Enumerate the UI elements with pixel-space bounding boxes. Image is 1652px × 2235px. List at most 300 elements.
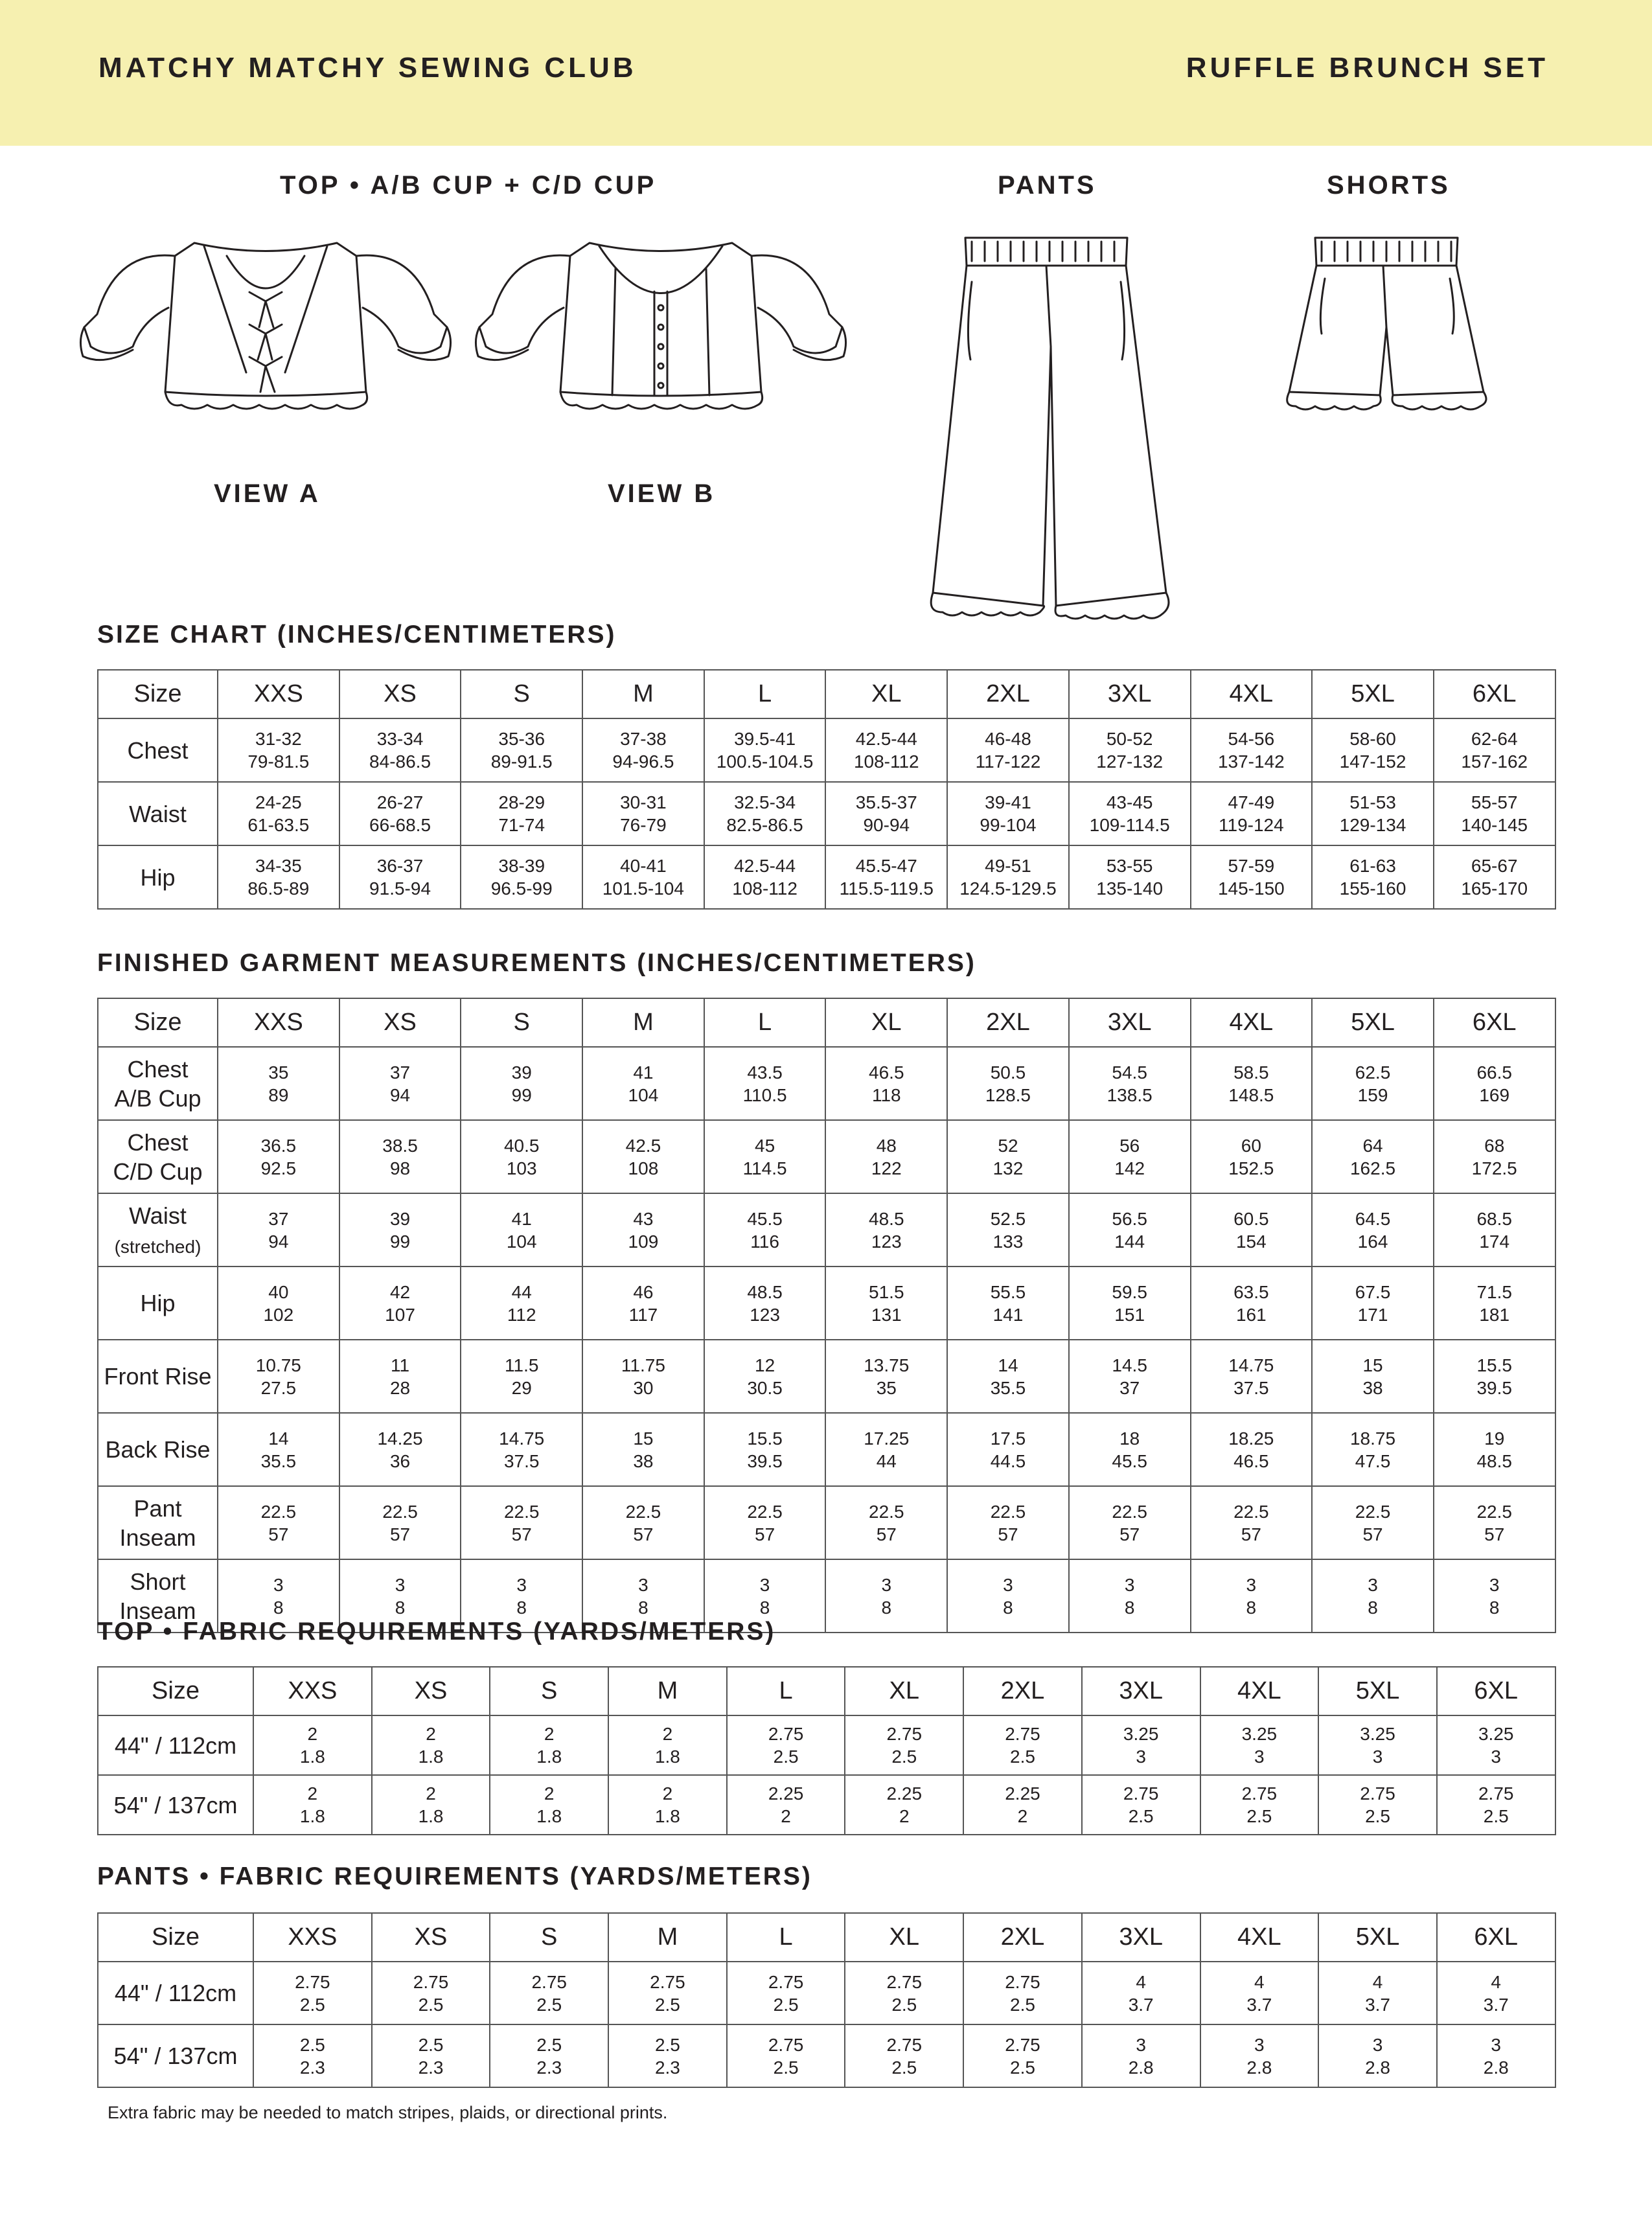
table-cell — [704, 782, 826, 845]
size-header-6xl: 6XL — [1434, 670, 1555, 718]
table-cell — [582, 1120, 704, 1193]
size-header-xl: XL — [845, 1913, 963, 1962]
cell-value-metric: 98 — [389, 1158, 411, 1178]
size-header-2xl: 2XL — [963, 1913, 1082, 1962]
cell-value-imperial: 2 — [307, 1783, 318, 1804]
cell-value-metric: 57 — [389, 1524, 411, 1544]
row-label — [98, 845, 218, 909]
cell-value-metric: 8 — [881, 1597, 892, 1618]
cell-value-imperial: 26-27 — [376, 792, 424, 812]
table-cell — [582, 1047, 704, 1120]
table-cell — [963, 1962, 1082, 2024]
size-header-xl: XL — [845, 1667, 963, 1715]
cell-value-metric: 2.3 — [299, 2057, 325, 2078]
cell-value-imperial: 43-45 — [1106, 792, 1153, 812]
cell-value-metric: 123 — [871, 1231, 902, 1252]
cell-value-imperial: 45 — [755, 1135, 775, 1156]
cell-value-imperial: 3 — [1254, 2034, 1265, 2055]
size-chart-title: SIZE CHART (INCHES/CENTIMETERS) — [97, 621, 617, 648]
cell-value-imperial: 42.5 — [625, 1135, 661, 1156]
cell-value-metric: 99-104 — [980, 815, 1037, 835]
size-header-s: S — [461, 998, 582, 1047]
pants-fabric-title: PANTS • FABRIC REQUIREMENTS (YARDS/METERS) — [97, 1862, 812, 1890]
cell-value-metric: 2.8 — [1483, 2057, 1509, 2078]
table-cell — [339, 1340, 461, 1413]
cell-value-imperial: 51.5 — [869, 1281, 904, 1302]
cell-value-metric: 2.5 — [418, 1994, 444, 2015]
cell-value-imperial: 2.5 — [418, 2034, 444, 2055]
pattern-name: RUFFLE BRUNCH SET — [1186, 52, 1548, 84]
table-cell — [253, 1715, 372, 1775]
table-cell — [1082, 1715, 1200, 1775]
table-cell — [727, 1775, 845, 1835]
cell-value-imperial: 46-48 — [985, 729, 1031, 749]
cell-value-imperial: 2.75 — [1241, 1783, 1278, 1804]
row-label-line: Short — [130, 1568, 186, 1595]
table-cell — [1437, 1715, 1555, 1775]
table-row — [98, 1340, 1555, 1413]
cell-value-imperial: 2.5 — [299, 2034, 325, 2055]
table-cell — [1312, 1413, 1434, 1486]
table-cell — [461, 1413, 582, 1486]
cell-value-metric: 112 — [507, 1304, 536, 1325]
size-header-row — [98, 998, 1555, 1047]
cell-value-imperial: 38-39 — [498, 856, 545, 876]
size-header-m: M — [608, 1667, 727, 1715]
table-row — [98, 1193, 1555, 1266]
cell-value-imperial: 2 — [426, 1783, 436, 1804]
table-cell — [1312, 1193, 1434, 1266]
table-cell — [1434, 1559, 1555, 1633]
cell-value-imperial: 3.25 — [1123, 1724, 1159, 1744]
size-header-3xl: 3XL — [1082, 1667, 1200, 1715]
shorts-illustration — [1244, 230, 1529, 437]
cell-value-metric: 30 — [633, 1377, 654, 1398]
cell-value-imperial: 3 — [516, 1574, 527, 1595]
size-header-xxs: XXS — [218, 998, 339, 1047]
cell-value-imperial: 39 — [511, 1062, 532, 1083]
cell-value-imperial: 17.25 — [864, 1428, 910, 1449]
table-cell — [461, 718, 582, 782]
table-cell — [1069, 845, 1191, 909]
cell-value-metric: 154 — [1235, 1231, 1267, 1252]
cell-value-imperial: 2.75 — [1123, 1783, 1159, 1804]
table-cell — [218, 718, 339, 782]
table-cell — [1434, 1413, 1555, 1486]
top-view-a-illustration — [71, 230, 460, 437]
cell-value-imperial: 2.75 — [1360, 1783, 1395, 1804]
cell-value-imperial: 3 — [1491, 2034, 1501, 2055]
row-label-line: Pant — [133, 1495, 182, 1522]
size-header-3xl: 3XL — [1069, 670, 1191, 718]
cell-value-metric: 2.5 — [773, 2057, 799, 2078]
cell-value-metric: 66-68.5 — [369, 815, 431, 835]
cell-value-metric: 140-145 — [1461, 815, 1528, 835]
cell-value-imperial: 2 — [426, 1724, 436, 1744]
row-label-line: 44" / 112cm — [114, 1732, 237, 1759]
cell-value-metric: 96.5-99 — [490, 878, 553, 899]
table-cell — [1312, 1047, 1434, 1120]
cell-value-metric: 151 — [1114, 1304, 1145, 1325]
cell-value-imperial: 55.5 — [990, 1281, 1026, 1302]
cell-value-metric: 3 — [1491, 1747, 1501, 1767]
cell-value-imperial: 2 — [307, 1724, 318, 1744]
cell-value-imperial: 10.75 — [255, 1355, 301, 1375]
cell-value-metric: 108-112 — [732, 878, 797, 899]
row-label-line: 54" / 137cm — [113, 1791, 238, 1818]
table-row — [98, 1775, 1555, 1835]
cell-value-imperial: 3 — [273, 1574, 284, 1595]
cell-value-imperial: 62.5 — [1355, 1062, 1391, 1083]
table-cell — [704, 845, 826, 909]
cell-value-metric: 35.5 — [260, 1450, 297, 1471]
top-fabric-table — [97, 1666, 1556, 1835]
cell-value-metric: 48.5 — [1476, 1450, 1512, 1471]
table-cell — [845, 1962, 963, 2024]
cell-value-metric: 45.5 — [1112, 1450, 1147, 1471]
size-header-l: L — [704, 998, 826, 1047]
cell-value-metric: 39.5 — [747, 1450, 783, 1471]
table-cell — [461, 1486, 582, 1559]
table-row — [98, 1120, 1555, 1193]
cell-value-imperial: 48.5 — [747, 1281, 783, 1302]
row-label-line: Inseam — [119, 1597, 196, 1624]
table-row — [98, 1266, 1555, 1340]
cell-value-metric: 57 — [633, 1524, 654, 1544]
cell-value-metric: 8 — [1003, 1597, 1013, 1618]
cell-value-imperial: 18.25 — [1228, 1428, 1274, 1449]
cell-value-imperial: 11.5 — [505, 1355, 539, 1375]
table-cell — [1200, 1962, 1319, 2024]
cell-value-imperial: 60 — [1241, 1135, 1261, 1156]
table-cell — [1069, 718, 1191, 782]
table-cell — [1437, 2024, 1555, 2087]
table-cell — [218, 1266, 339, 1340]
table-cell — [727, 2024, 845, 2087]
row-label-line: Back Rise — [105, 1436, 211, 1463]
cell-value-metric: 57 — [1362, 1524, 1383, 1544]
size-chart-table — [97, 669, 1556, 910]
cell-value-metric: 57 — [876, 1524, 897, 1544]
cell-value-metric: 2.5 — [1010, 1994, 1035, 2015]
cell-value-imperial: 22.5 — [990, 1501, 1026, 1522]
table-cell — [1312, 845, 1434, 909]
table-cell — [1434, 782, 1555, 845]
row-label — [98, 782, 218, 845]
cell-value-imperial: 2.75 — [1005, 1971, 1040, 1992]
cell-value-metric: 8 — [1246, 1597, 1257, 1618]
table-cell — [461, 1266, 582, 1340]
size-header-s: S — [490, 1913, 608, 1962]
row-label — [98, 1715, 253, 1775]
row-label-line: Waist — [129, 800, 187, 827]
size-header-m: M — [582, 998, 704, 1047]
size-header-xs: XS — [372, 1913, 490, 1962]
cell-value-imperial: 50-52 — [1106, 729, 1153, 749]
cell-value-imperial: 2.75 — [768, 1971, 804, 1992]
table-cell — [1312, 1486, 1434, 1559]
cell-value-metric: 30.5 — [747, 1377, 783, 1398]
cell-value-imperial: 60.5 — [1233, 1208, 1269, 1229]
row-label — [98, 1413, 218, 1486]
cell-value-metric: 129-134 — [1339, 815, 1406, 835]
table-cell — [461, 1193, 582, 1266]
cell-value-metric: 2.3 — [654, 2057, 680, 2078]
row-label — [98, 1962, 253, 2024]
cell-value-imperial: 13.75 — [864, 1355, 910, 1375]
cell-value-metric: 144 — [1114, 1231, 1145, 1252]
row-label-line: Chest — [127, 737, 189, 764]
cell-value-imperial: 18.75 — [1349, 1428, 1396, 1449]
table-cell — [253, 2024, 372, 2087]
cell-value-metric: 91.5-94 — [369, 878, 431, 899]
row-label — [98, 1486, 218, 1559]
row-label-line: Chest — [127, 1129, 189, 1156]
cell-value-metric: 2.5 — [1365, 1806, 1390, 1826]
cell-value-imperial: 61-63 — [1349, 856, 1396, 876]
table-cell — [1434, 1486, 1555, 1559]
cell-value-metric: 172.5 — [1471, 1158, 1517, 1178]
top-view-b-illustration — [466, 230, 855, 437]
cell-value-metric: 2.8 — [1246, 2057, 1272, 2078]
size-header-m: M — [608, 1913, 727, 1962]
top-fabric-title: TOP • FABRIC REQUIREMENTS (YARDS/METERS) — [97, 1618, 776, 1645]
cell-value-imperial: 3 — [1124, 1574, 1135, 1595]
table-cell — [704, 1266, 826, 1340]
table-row — [98, 2024, 1555, 2087]
cell-value-metric: 57 — [1484, 1524, 1505, 1544]
cell-value-metric: 162.5 — [1349, 1158, 1396, 1178]
size-header-xs: XS — [372, 1667, 490, 1715]
table-cell — [825, 1413, 947, 1486]
cell-value-metric: 92.5 — [260, 1158, 297, 1178]
cell-value-metric: 108 — [628, 1158, 659, 1178]
table-cell — [1200, 1775, 1319, 1835]
table-row — [98, 1715, 1555, 1775]
cell-value-imperial: 35.5-37 — [855, 792, 917, 812]
cell-value-imperial: 2 — [662, 1783, 673, 1804]
size-header-5xl: 5XL — [1312, 998, 1434, 1047]
cell-value-imperial: 2.75 — [886, 2034, 923, 2055]
cell-value-metric: 8 — [1489, 1597, 1500, 1618]
cell-value-imperial: 19 — [1484, 1428, 1505, 1449]
cell-value-imperial: 58.5 — [1233, 1062, 1269, 1083]
cell-value-imperial: 22.5 — [747, 1501, 783, 1522]
table-cell — [1191, 1047, 1313, 1120]
size-header-5xl: 5XL — [1318, 1913, 1437, 1962]
cell-value-metric: 57 — [268, 1524, 289, 1544]
cell-value-metric: 57 — [1241, 1524, 1261, 1544]
table-cell — [1069, 1413, 1191, 1486]
cell-value-imperial: 2.75 — [1478, 1783, 1514, 1804]
cell-value-imperial: 42.5-44 — [855, 729, 917, 749]
size-header-2xl: 2XL — [963, 1667, 1082, 1715]
table-cell — [339, 845, 461, 909]
size-header-4xl: 4XL — [1191, 670, 1313, 718]
cell-value-metric: 107 — [385, 1304, 415, 1325]
cell-value-imperial: 64 — [1362, 1135, 1383, 1156]
cell-value-imperial: 40 — [268, 1281, 289, 1302]
table-cell — [1191, 1486, 1313, 1559]
cell-value-metric: 110.5 — [742, 1084, 787, 1105]
table-cell — [1434, 718, 1555, 782]
cell-value-imperial: 32.5-34 — [734, 792, 796, 812]
table-cell — [825, 1193, 947, 1266]
cell-value-imperial: 48.5 — [869, 1208, 904, 1229]
cell-value-metric: 2.5 — [299, 1994, 325, 2015]
cell-value-metric: 101.5-104 — [602, 878, 684, 899]
cell-value-metric: 84-86.5 — [369, 751, 431, 772]
row-label — [98, 2024, 253, 2087]
size-header-2xl: 2XL — [947, 998, 1069, 1047]
table-cell — [582, 718, 704, 782]
table-cell — [947, 1047, 1069, 1120]
size-header-row — [98, 670, 1555, 718]
cell-value-imperial: 15.5 — [1476, 1355, 1512, 1375]
cell-value-imperial: 45.5 — [747, 1208, 783, 1229]
cell-value-imperial: 49-51 — [985, 856, 1031, 876]
cell-value-imperial: 15.5 — [747, 1428, 783, 1449]
cell-value-metric: 115.5-119.5 — [839, 878, 934, 899]
cell-value-metric: 38 — [633, 1450, 654, 1471]
cell-value-imperial: 68 — [1484, 1135, 1505, 1156]
row-label-line: Front Rise — [104, 1363, 212, 1390]
table-cell — [825, 718, 947, 782]
table-cell — [845, 2024, 963, 2087]
cell-value-imperial: 54.5 — [1112, 1062, 1147, 1083]
cell-value-metric: 138.5 — [1107, 1084, 1153, 1105]
cell-value-metric: 157-162 — [1461, 751, 1528, 772]
table-cell — [825, 845, 947, 909]
table-cell — [1434, 845, 1555, 909]
cell-value-imperial: 52 — [998, 1135, 1018, 1156]
table-cell — [582, 782, 704, 845]
table-cell — [947, 1193, 1069, 1266]
size-header-m: M — [582, 670, 704, 718]
cell-value-metric: 38 — [1362, 1377, 1383, 1398]
cell-value-metric: 1.8 — [536, 1806, 562, 1826]
cell-value-imperial: 63.5 — [1233, 1281, 1269, 1302]
cell-value-imperial: 2 — [544, 1783, 555, 1804]
cell-value-imperial: 18 — [1119, 1428, 1140, 1449]
cell-value-imperial: 22.5 — [1355, 1501, 1391, 1522]
size-header-5xl: 5XL — [1312, 670, 1434, 718]
table-cell — [339, 718, 461, 782]
table-cell — [1069, 1486, 1191, 1559]
table-cell — [1191, 718, 1313, 782]
cell-value-metric: 124.5-129.5 — [959, 878, 1057, 899]
cell-value-imperial: 14.25 — [377, 1428, 423, 1449]
cell-value-metric: 89-91.5 — [490, 751, 553, 772]
size-header-xxs: XXS — [253, 1913, 372, 1962]
table-cell — [1434, 1047, 1555, 1120]
table-row — [98, 845, 1555, 909]
table-cell — [727, 1962, 845, 2024]
cell-value-metric: 37.5 — [1233, 1377, 1269, 1398]
cell-value-metric: 135-140 — [1096, 878, 1164, 899]
cell-value-metric: 104 — [628, 1084, 659, 1105]
row-label-line: Chest — [127, 1055, 189, 1083]
table-cell — [947, 1340, 1069, 1413]
cell-value-metric: 27.5 — [260, 1377, 297, 1398]
cell-value-metric: 145-150 — [1217, 878, 1285, 899]
cell-value-metric: 171 — [1357, 1304, 1388, 1325]
cell-value-imperial: 3.25 — [1241, 1724, 1278, 1744]
cell-value-imperial: 46.5 — [869, 1062, 904, 1083]
cell-value-metric: 122 — [871, 1158, 902, 1178]
size-header-xs: XS — [339, 670, 461, 718]
table-cell — [1318, 1715, 1437, 1775]
table-row — [98, 718, 1555, 782]
table-cell — [963, 1715, 1082, 1775]
cell-value-metric: 1.8 — [418, 1806, 444, 1826]
table-cell — [1191, 1193, 1313, 1266]
cell-value-metric: 3.7 — [1246, 1994, 1272, 2015]
cell-value-imperial: 2.5 — [654, 2034, 680, 2055]
cell-value-imperial: 45.5-47 — [855, 856, 917, 876]
table-cell — [947, 1266, 1069, 1340]
table-cell — [608, 1775, 727, 1835]
table-cell — [947, 1120, 1069, 1193]
shorts-caption: SHORTS — [1327, 171, 1451, 200]
table-cell — [1312, 1340, 1434, 1413]
cell-value-imperial: 42.5-44 — [734, 856, 796, 876]
cell-value-imperial: 41 — [633, 1062, 654, 1083]
cell-value-metric: 164 — [1357, 1231, 1388, 1252]
table-cell — [1200, 1715, 1319, 1775]
cell-value-metric: 2.5 — [773, 1747, 799, 1767]
table-cell — [582, 845, 704, 909]
cell-value-metric: 181 — [1479, 1304, 1510, 1325]
cell-value-metric: 133 — [992, 1231, 1024, 1252]
cell-value-metric: 152.5 — [1228, 1158, 1274, 1178]
cell-value-metric: 102 — [263, 1304, 294, 1325]
cell-value-imperial: 3 — [1246, 1574, 1257, 1595]
cell-value-imperial: 14.5 — [1112, 1355, 1147, 1375]
cell-value-imperial: 11.75 — [621, 1355, 665, 1375]
table-cell — [1069, 1559, 1191, 1633]
row-label-line: 54" / 137cm — [113, 2043, 238, 2069]
cell-value-metric: 37 — [1119, 1377, 1140, 1398]
cell-value-imperial: 3.25 — [1478, 1724, 1514, 1744]
row-label-line: Hip — [140, 864, 176, 891]
cell-value-metric: 28 — [389, 1377, 411, 1398]
cell-value-metric: 127-132 — [1096, 751, 1164, 772]
cell-value-imperial: 3.25 — [1360, 1724, 1395, 1744]
table-cell — [218, 1047, 339, 1120]
cell-value-metric: 8 — [638, 1597, 648, 1618]
cell-value-metric: 131 — [871, 1304, 902, 1325]
cell-value-imperial: 39.5-41 — [734, 729, 796, 749]
cell-value-metric: 2.5 — [654, 1994, 680, 2015]
cell-value-metric: 1.8 — [299, 1806, 325, 1826]
table-cell — [372, 1715, 490, 1775]
table-cell — [608, 1715, 727, 1775]
table-cell — [1318, 2024, 1437, 2087]
cell-value-imperial: 37 — [268, 1208, 289, 1229]
table-cell — [339, 1047, 461, 1120]
cell-value-metric: 103 — [506, 1158, 537, 1178]
cell-value-metric: 8 — [273, 1597, 284, 1618]
cell-value-metric: 2.5 — [891, 1994, 917, 2015]
size-header-l: L — [727, 1913, 845, 1962]
top-caption: TOP • A/B CUP + C/D CUP — [280, 171, 657, 200]
cell-value-imperial: 14 — [998, 1355, 1018, 1375]
table-cell — [582, 1193, 704, 1266]
table-cell — [1069, 1047, 1191, 1120]
cell-value-metric: 108-112 — [853, 751, 919, 772]
table-cell — [1434, 1120, 1555, 1193]
